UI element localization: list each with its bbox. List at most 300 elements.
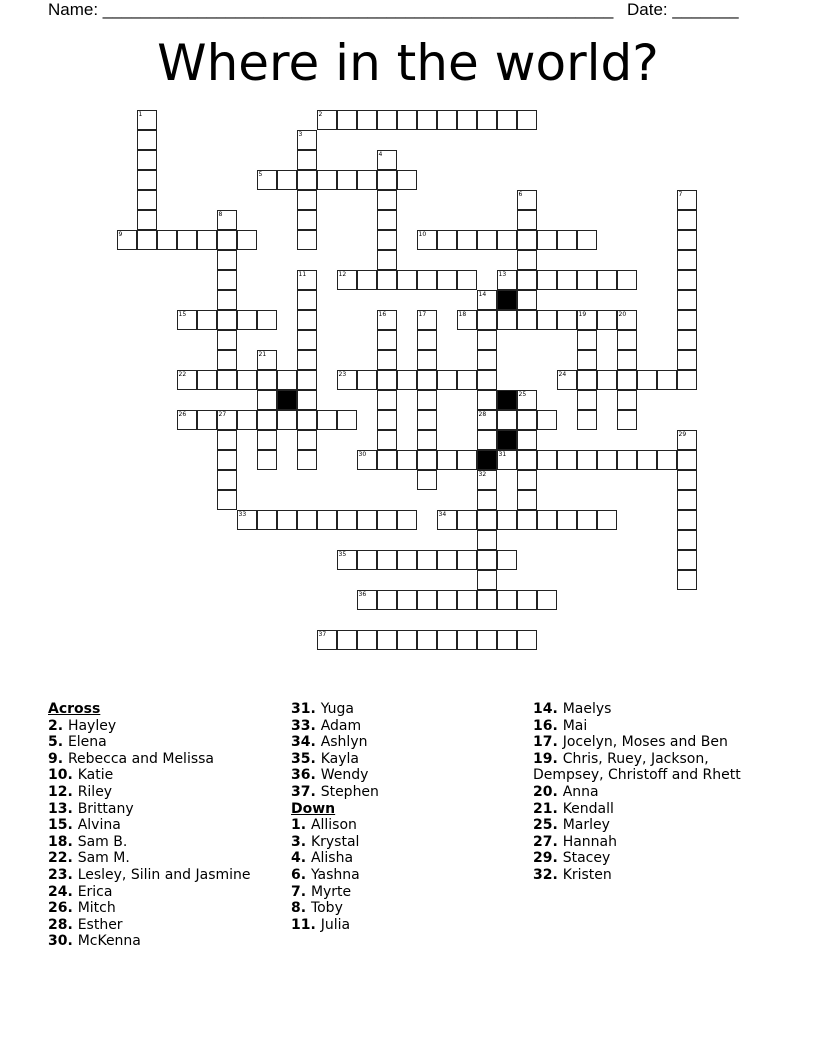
grid-cell[interactable] [337,510,357,530]
clue-number: 14. [533,701,563,717]
grid-cell[interactable] [357,630,377,650]
clue-text: Yuga [320,701,354,717]
grid-cell[interactable] [217,370,237,390]
grid-cell[interactable] [377,110,397,130]
grid-cell[interactable] [597,370,617,390]
grid-cell[interactable] [317,630,337,650]
clue-item [533,784,741,801]
grid-cell[interactable] [457,510,477,530]
grid-cell[interactable] [197,370,217,390]
grid-cell[interactable] [257,450,277,470]
grid-cell[interactable] [337,170,357,190]
grid-cell[interactable] [517,470,537,490]
clue-text: Rebecca and Melissa [67,750,215,767]
grid-cell[interactable] [297,310,317,330]
grid-cell[interactable] [477,330,497,350]
grid-cell[interactable] [577,270,597,290]
grid-cell[interactable] [257,390,277,410]
grid-cell[interactable] [537,510,557,530]
grid-cell[interactable] [177,230,197,250]
grid-cell[interactable] [357,370,377,390]
grid-cell[interactable] [477,510,497,530]
grid-cell[interactable] [497,410,517,430]
grid-cell[interactable] [377,230,397,250]
grid-cell[interactable] [297,450,317,470]
clue-number: 17 [418,310,427,318]
grid-cell[interactable] [577,510,597,530]
grid-cell[interactable] [417,350,437,370]
grid-cell[interactable] [397,170,417,190]
grid-cell[interactable] [577,350,597,370]
grid-cell[interactable] [277,370,297,390]
clue-number: 8 [218,210,223,218]
grid-cell[interactable] [677,430,697,450]
clue-number: 35 [338,550,347,558]
clue-item [291,900,379,917]
grid-cell[interactable] [557,450,577,470]
clue-number: 33. [291,717,321,734]
grid-cell[interactable] [377,310,397,330]
grid-cell[interactable] [677,370,697,390]
grid-cell[interactable] [377,330,397,350]
grid-cell[interactable] [437,590,457,610]
grid-cell[interactable] [217,310,237,330]
grid-cell[interactable] [517,230,537,250]
clue-text: Wendy [320,767,369,784]
grid-cell[interactable] [517,490,537,510]
grid-cell[interactable] [297,190,317,210]
grid-cell[interactable] [677,450,697,470]
clue-item [291,767,379,784]
grid-cell[interactable] [397,110,417,130]
grid-cell[interactable] [137,110,157,130]
grid-cell[interactable] [477,530,497,550]
grid-cell[interactable] [597,510,617,530]
clue-item [533,734,741,751]
grid-cell[interactable] [597,310,617,330]
clue-text: Stacey [562,850,611,867]
grid-cell[interactable] [237,410,257,430]
grid-cell[interactable] [257,410,277,430]
grid-cell[interactable] [617,330,637,350]
grid-cell[interactable] [377,370,397,390]
grid-cell[interactable] [677,470,697,490]
grid-cell[interactable] [517,250,537,270]
grid-cell[interactable] [337,270,357,290]
grid-cell[interactable] [417,430,437,450]
grid-cell[interactable] [517,290,537,310]
clue-text: Kristen [562,866,612,883]
grid-cell[interactable] [357,270,377,290]
clue-item [48,834,251,851]
grid-cell[interactable] [397,450,417,470]
grid-cell[interactable] [297,390,317,410]
grid-cell[interactable] [677,510,697,530]
grid-cell[interactable] [217,410,237,430]
clue-text: Kayla [320,750,359,767]
grid-cell[interactable] [137,150,157,170]
grid-cell[interactable] [297,330,317,350]
grid-cell[interactable] [477,370,497,390]
grid-cell[interactable] [337,630,357,650]
grid-cell[interactable] [677,310,697,330]
grid-cell[interactable] [677,530,697,550]
grid-cell[interactable] [417,230,437,250]
grid-cell[interactable] [477,590,497,610]
grid-cell[interactable] [517,590,537,610]
grid-cell[interactable] [217,450,237,470]
grid-cell[interactable] [297,230,317,250]
grid-cell[interactable] [577,330,597,350]
grid-cell[interactable] [517,110,537,130]
grid-cell[interactable] [617,450,637,470]
grid-cell[interactable] [517,630,537,650]
grid-cell[interactable] [217,490,237,510]
grid-cell[interactable] [177,310,197,330]
grid-cell[interactable] [237,310,257,330]
clue-number: 9 [118,230,123,238]
grid-cell[interactable] [617,350,637,370]
grid-cell[interactable] [437,270,457,290]
grid-cell[interactable] [297,410,317,430]
clue-item [533,801,741,818]
grid-cell[interactable] [137,210,157,230]
clue-number: 12 [338,270,347,278]
grid-cell[interactable] [357,550,377,570]
clue-item [533,718,741,735]
grid-cell[interactable] [557,310,577,330]
grid-cell[interactable] [417,470,437,490]
grid-cell[interactable] [437,450,457,470]
clue-number: 15 [178,310,187,318]
grid-cell[interactable] [177,410,197,430]
grid-cell[interactable] [257,430,277,450]
grid-cell[interactable] [617,410,637,430]
grid-cell[interactable] [457,110,477,130]
grid-cell[interactable] [577,310,597,330]
grid-cell[interactable] [557,370,577,390]
grid-cell[interactable] [457,590,477,610]
grid-cell[interactable] [197,410,217,430]
grid-cell[interactable] [297,130,317,150]
grid-cell[interactable] [417,330,437,350]
grid-cell[interactable] [197,230,217,250]
grid-cell[interactable] [377,150,397,170]
grid-cell[interactable] [357,450,377,470]
grid-cell[interactable] [437,230,457,250]
grid-cell[interactable] [457,310,477,330]
grid-cell[interactable] [537,410,557,430]
grid-cell[interactable] [617,270,637,290]
grid-cell[interactable] [417,310,437,330]
grid-cell[interactable] [297,350,317,370]
grid-cell[interactable] [517,510,537,530]
grid-cell[interactable] [197,310,217,330]
grid-cell[interactable] [137,170,157,190]
grid-cell[interactable] [497,110,517,130]
grid-cell[interactable] [377,410,397,430]
grid-cell[interactable] [497,630,517,650]
grid-cell[interactable] [217,210,237,230]
grid-cell[interactable] [417,390,437,410]
grid-cell[interactable] [377,450,397,470]
grid-cell[interactable] [477,570,497,590]
grid-cell[interactable] [417,370,437,390]
grid-cell[interactable] [377,630,397,650]
grid-cell[interactable] [517,310,537,330]
grid-cell[interactable] [437,370,457,390]
grid-cell[interactable] [217,430,237,450]
grid-cell[interactable] [277,510,297,530]
grid-cell[interactable] [497,510,517,530]
grid-cell[interactable] [217,270,237,290]
clue-item [48,884,251,901]
clue-number: 19 [578,310,587,318]
grid-cell[interactable] [297,170,317,190]
grid-cell[interactable] [477,230,497,250]
grid-cell[interactable] [377,190,397,210]
grid-cell[interactable] [137,190,157,210]
grid-cell[interactable] [477,290,497,310]
grid-cell[interactable] [637,370,657,390]
grid-cell[interactable] [317,410,337,430]
clue-heading-down: Down [291,800,336,817]
grid-cell[interactable] [677,490,697,510]
grid-cell[interactable] [517,450,537,470]
grid-cell[interactable] [397,370,417,390]
grid-cell[interactable] [677,290,697,310]
clue-number: 7. [291,883,311,900]
grid-cell[interactable] [257,170,277,190]
grid-cell[interactable] [497,230,517,250]
grid-cell[interactable] [677,570,697,590]
grid-cell[interactable] [617,310,637,330]
grid-cell[interactable] [477,310,497,330]
grid-cell[interactable] [217,330,237,350]
grid-cell[interactable] [457,550,477,570]
grid-cell[interactable] [417,550,437,570]
clue-number: 30. [48,933,78,950]
grid-cell[interactable] [577,230,597,250]
grid-cell[interactable] [677,350,697,370]
grid-cell[interactable] [397,510,417,530]
grid-cell[interactable] [357,510,377,530]
clue-text: Sam M. [77,850,130,867]
grid-cell[interactable] [417,110,437,130]
clue-text: Riley [77,783,113,800]
grid-cell[interactable] [537,590,557,610]
grid-cell[interactable] [477,110,497,130]
clue-item [291,884,379,901]
grid-cell[interactable] [377,350,397,370]
grid-cell[interactable] [557,230,577,250]
name-field[interactable]: Name: ______________________________________________________ [48,0,614,19]
grid-cell[interactable] [657,370,677,390]
grid-cell[interactable] [377,550,397,570]
grid-cell[interactable] [337,370,357,390]
grid-cell[interactable] [457,630,477,650]
grid-cell[interactable] [537,310,557,330]
clue-number: 27 [218,410,227,418]
clue-text: Erica [77,883,113,900]
grid-cell[interactable] [237,370,257,390]
grid-cell[interactable] [677,210,697,230]
grid-cell[interactable] [477,350,497,370]
clue-number: 18. [48,833,78,850]
grid-cell[interactable] [457,270,477,290]
grid-cell[interactable] [377,390,397,410]
grid-cell[interactable] [377,170,397,190]
grid-cell[interactable] [517,390,537,410]
grid-cell[interactable] [277,170,297,190]
grid-cell[interactable] [577,450,597,470]
grid-cell[interactable] [517,190,537,210]
clue-item [533,867,741,884]
grid-cell[interactable] [637,450,657,470]
grid-cell[interactable] [217,230,237,250]
grid-cell[interactable] [477,470,497,490]
clue-item [291,817,379,834]
grid-cell[interactable] [297,430,317,450]
grid-cell[interactable] [577,390,597,410]
grid-cell[interactable] [617,370,637,390]
grid-cell[interactable] [397,590,417,610]
grid-cell[interactable] [517,430,537,450]
grid-cell[interactable] [217,250,237,270]
grid-cell[interactable] [177,370,197,390]
grid-cell[interactable] [517,410,537,430]
grid-cell[interactable] [217,350,237,370]
grid-cell[interactable] [297,150,317,170]
grid-cell[interactable] [677,270,697,290]
grid-cell[interactable] [497,590,517,610]
clue-number: 2. [48,717,68,734]
grid-cell[interactable] [617,390,637,410]
grid-cell[interactable] [217,470,237,490]
clue-item [291,917,379,934]
clue-text: Lesley, Silin and Jasmine [77,866,251,883]
grid-cell[interactable] [397,270,417,290]
grid-cell[interactable] [457,450,477,470]
grid-cell[interactable] [257,350,277,370]
grid-cell[interactable] [317,170,337,190]
grid-cell[interactable] [297,290,317,310]
grid-cell[interactable] [297,210,317,230]
grid-cell[interactable] [597,270,617,290]
grid-cell[interactable] [517,210,537,230]
grid-cell[interactable] [457,230,477,250]
grid-cell[interactable] [317,510,337,530]
grid-cell[interactable] [377,430,397,450]
grid-cell[interactable] [277,410,297,430]
grid-cell[interactable] [477,410,497,430]
grid-cell[interactable] [337,410,357,430]
grid-cell[interactable] [497,450,517,470]
grid-cell[interactable] [677,230,697,250]
grid-cell[interactable] [317,110,337,130]
grid-cell[interactable] [657,450,677,470]
grid-cell[interactable] [357,170,377,190]
clue-number: 36. [291,767,321,784]
grid-cell[interactable] [677,550,697,570]
grid-cell[interactable] [257,370,277,390]
grid-cell[interactable] [677,190,697,210]
grid-cell[interactable] [477,550,497,570]
grid-cell[interactable] [497,310,517,330]
grid-cell[interactable] [397,630,417,650]
grid-cell[interactable] [297,510,317,530]
grid-cell[interactable] [337,550,357,570]
grid-cell[interactable] [477,490,497,510]
grid-cell[interactable] [517,270,537,290]
grid-cell[interactable] [117,230,137,250]
grid-cell[interactable] [297,270,317,290]
grid-cell[interactable] [217,290,237,310]
grid-cell[interactable] [557,510,577,530]
grid-cell[interactable] [597,450,617,470]
grid-cell[interactable] [457,370,477,390]
grid-cell[interactable] [297,370,317,390]
grid-cell[interactable] [357,590,377,610]
grid-cell[interactable] [477,430,497,450]
clue-number: 1. [291,817,311,834]
clue-item [48,850,251,867]
grid-cell[interactable] [377,210,397,230]
grid-cell[interactable] [437,550,457,570]
clue-number: 37. [291,783,321,800]
grid-cell[interactable] [397,550,417,570]
grid-cell[interactable] [377,270,397,290]
grid-cell[interactable] [377,590,397,610]
grid-cell[interactable] [257,310,277,330]
grid-cell[interactable] [237,230,257,250]
grid-cell[interactable] [417,630,437,650]
date-field[interactable]: Date: _______ [627,0,739,19]
grid-cell[interactable] [437,630,457,650]
grid-cell[interactable] [377,250,397,270]
grid-cell[interactable] [337,110,357,130]
grid-cell[interactable] [417,270,437,290]
grid-cell[interactable] [137,230,157,250]
grid-cell[interactable] [557,270,577,290]
grid-cell[interactable] [257,510,277,530]
grid-cell[interactable] [137,130,157,150]
grid-cell[interactable] [677,250,697,270]
grid-cell[interactable] [437,510,457,530]
grid-cell[interactable] [477,630,497,650]
grid-cell[interactable] [577,370,597,390]
grid-cell[interactable] [477,390,497,410]
grid-cell[interactable] [677,330,697,350]
grid-cell[interactable] [537,230,557,250]
grid-cell[interactable] [417,450,437,470]
grid-cell[interactable] [377,510,397,530]
grid-cell[interactable] [497,550,517,570]
grid-cell[interactable] [497,270,517,290]
grid-cell[interactable] [157,230,177,250]
grid-cell[interactable] [437,110,457,130]
grid-cell[interactable] [357,110,377,130]
grid-cell[interactable] [537,270,557,290]
black-cell [477,450,497,470]
grid-cell[interactable] [237,510,257,530]
clue-number: 25. [533,817,563,834]
grid-cell[interactable] [417,410,437,430]
grid-cell[interactable] [577,410,597,430]
grid-cell[interactable] [417,590,437,610]
clue-number: 13. [48,800,78,817]
grid-cell[interactable] [537,450,557,470]
